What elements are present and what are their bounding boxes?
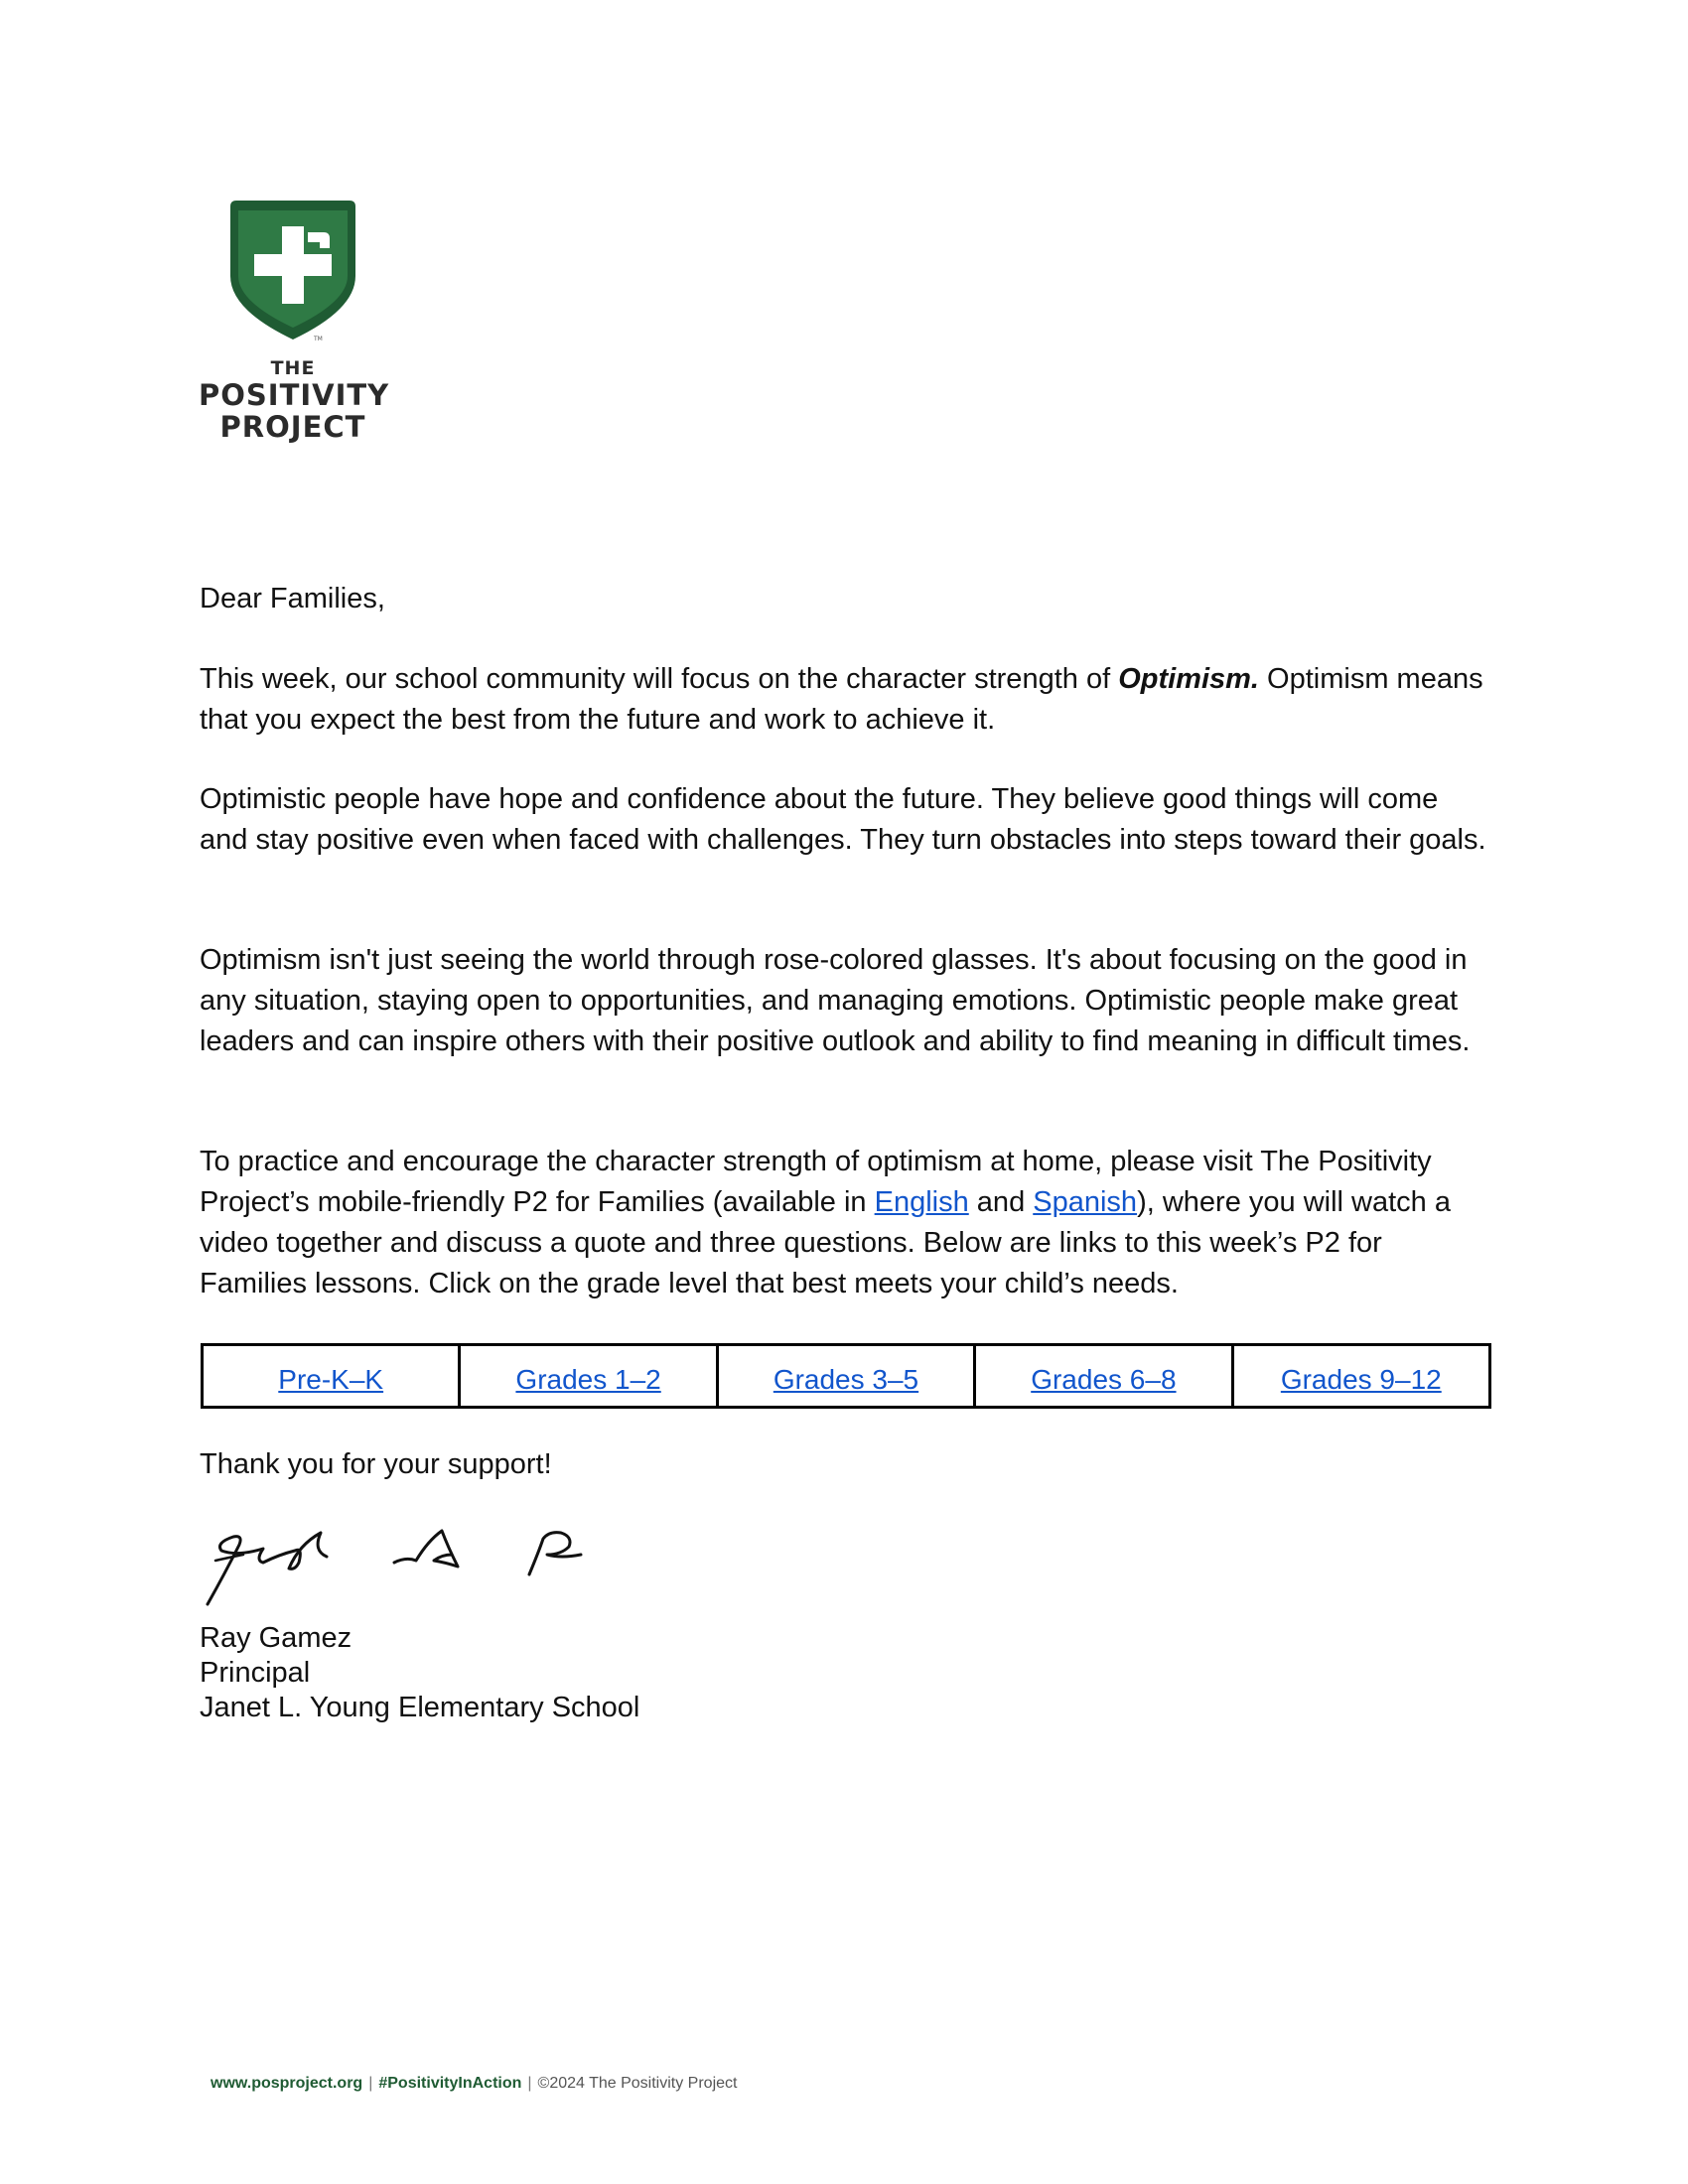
grade-link-9-12[interactable]: Grades 9–12 (1280, 1363, 1442, 1395)
p3-text: Optimism isn't just seeing the world through rose-colored glasses. It's about focusing on the good in any situation, staying open to opportunities, and managing emotions. Optimistic people make great leaders and can inspire others with their positive outlook and ability to find meaning in difficult times. (200, 944, 1471, 1057)
letter-paragraph-4 (200, 1142, 1490, 1304)
grade-cell (975, 1345, 1232, 1408)
grade-link-6-8[interactable]: Grades 6–8 (1031, 1363, 1177, 1395)
grade-links-table (201, 1343, 1491, 1409)
grade-link-3-5[interactable]: Grades 3–5 (773, 1363, 919, 1395)
footer-copyright: ©2024 The Positivity Project (537, 2075, 738, 2092)
footer-separator: | (527, 2075, 532, 2092)
strength-name: Optimism. (1118, 663, 1259, 695)
grade-link-prek-k[interactable]: Pre-K–K (278, 1363, 384, 1395)
positivity-project-logo (199, 199, 390, 447)
footer-separator: | (368, 2075, 373, 2092)
svg-text:TM: TM (314, 336, 323, 342)
grade-cell (203, 1345, 460, 1408)
handwritten-signature (204, 1511, 601, 1610)
footer-hashtag: #PositivityInAction (378, 2075, 522, 2092)
p1-after: Optimism means that you expect the best from the future and work to achieve it. (200, 663, 1483, 736)
grade-cell (460, 1345, 717, 1408)
letter-closing (200, 1444, 1490, 1485)
p4-before: To practice and encourage the character strength of optimism at home, please visit The Positivity Project’s mobile-friendly P2 for Families (available in (200, 1146, 1432, 1218)
p2-text: Optimistic people have hope and confidence about the future. They believe good things will come and stay positive even when faced with challenges. They turn obstacles into steps toward their goals. (200, 783, 1486, 856)
logo-line-positivity: POSITIVITY (199, 378, 390, 412)
page-footer (211, 2075, 737, 2093)
signer-school: Janet L. Young Elementary School (200, 1692, 640, 1723)
footer-website[interactable]: www.posproject.org (211, 2075, 363, 2092)
letter-paragraph-2 (200, 779, 1490, 861)
p4-after: ), where you will watch a video together and discuss a quote and three questions. Below are links to this week’s P2 for Families lessons. Click on the grade level that best meets your child’s needs. (200, 1186, 1451, 1299)
signer-title: Principal (200, 1657, 311, 1689)
signer-name: Ray Gamez (200, 1622, 352, 1654)
spanish-link[interactable]: Spanish (1033, 1186, 1138, 1218)
letter-paragraph-3 (200, 940, 1490, 1062)
grade-cell (1232, 1345, 1489, 1408)
signature-block (200, 1621, 639, 1725)
logo-line-the: THE (270, 357, 316, 379)
shield-plus-icon (224, 199, 361, 343)
greeting-text: Dear Families, (200, 583, 385, 614)
thanks-text: Thank you for your support! (200, 1448, 552, 1480)
grade-link-1-2[interactable]: Grades 1–2 (515, 1363, 661, 1395)
p1-before: This week, our school community will focus on the character strength of (200, 663, 1119, 695)
grade-links-row (203, 1345, 1490, 1408)
letter-paragraph-1 (200, 659, 1490, 741)
logo-wordmark (199, 357, 390, 444)
english-link[interactable]: English (874, 1186, 969, 1218)
logo-line-project: PROJECT (219, 410, 366, 444)
p4-mid: and (968, 1186, 1034, 1218)
grade-cell (717, 1345, 974, 1408)
letter-greeting (200, 579, 1490, 619)
